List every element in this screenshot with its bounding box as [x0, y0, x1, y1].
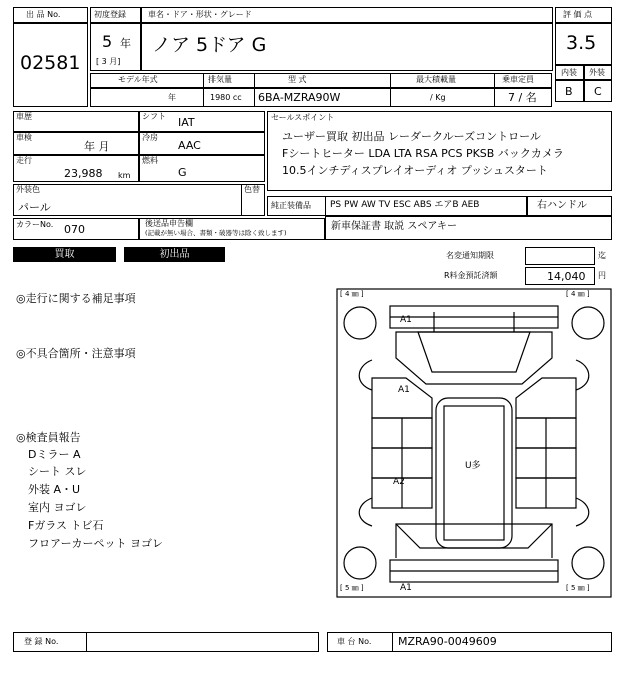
- purchase-tag: 買取: [13, 247, 116, 262]
- aftermarket-label: 後送品申告欄: [145, 219, 193, 228]
- damage-mark: U多: [465, 461, 481, 471]
- transfer-deadline-label: 名変通知期限: [446, 251, 494, 260]
- recycle-fee-label: R料金預託済額: [444, 271, 498, 280]
- first-reg-label: 初度登録: [94, 10, 126, 19]
- equipment-label: 純正装備品: [271, 201, 311, 210]
- inspector-line: Dミラー A: [28, 448, 81, 461]
- docs-value: 新車保証書 取説 スペアキー: [331, 221, 457, 232]
- displacement-label: 排気量: [208, 75, 232, 84]
- type-label: 型 式: [288, 75, 307, 84]
- inspector-line: 外装 A・U: [28, 483, 81, 496]
- chassis-no-label: 車 台 No.: [337, 637, 372, 646]
- color-no-value: 070: [64, 223, 85, 236]
- divider: [86, 632, 87, 652]
- maxload-label: 最大積載量: [416, 75, 456, 84]
- capacity-value: 7 / 名: [508, 91, 537, 104]
- model-labels-box: [90, 73, 552, 88]
- inspector-line: シート スレ: [28, 465, 87, 478]
- first-listing-tag: 初出品: [124, 247, 225, 262]
- mileage-value: 23,988: [64, 167, 103, 180]
- repaint-label: 色替: [244, 185, 260, 194]
- tire-depth-front-right: [ 4 ㎜ ]: [566, 290, 590, 298]
- reg-no-label: 登 録 No.: [24, 637, 59, 646]
- first-reg-month: [ 3 月]: [96, 57, 121, 66]
- transfer-deadline-unit: 迄: [598, 251, 606, 260]
- history-label: 車歴: [16, 112, 32, 121]
- sales-point-line: ユーザー買取 初出品 レーダークルーズコントロール: [282, 130, 541, 143]
- shift-label: シフト: [142, 112, 166, 121]
- divider: [325, 196, 326, 216]
- eval-label: 評 価 点: [563, 10, 593, 19]
- mileage-unit: km: [118, 171, 131, 180]
- shaken-value: 年 月: [84, 140, 110, 153]
- divider: [203, 73, 204, 107]
- first-reg-year-unit: 年: [120, 37, 131, 50]
- transfer-deadline-box: [525, 247, 595, 265]
- maxload-value: / Kg: [430, 93, 446, 102]
- car-condition-diagram: [336, 288, 612, 598]
- divider: [254, 73, 255, 107]
- sales-point-line: 10.5インチディスプレイオーディオ プッシュスタート: [282, 164, 548, 177]
- interior-grade: B: [565, 85, 573, 98]
- displacement-value: 1980 cc: [210, 93, 242, 102]
- recycle-fee-value: 14,040: [547, 270, 586, 283]
- tire-depth-rear-left: [ 5 ㎜ ]: [340, 584, 364, 592]
- drive-value: 右ハンドル: [537, 200, 587, 211]
- reg-no-box: [13, 632, 319, 652]
- damage-mark: A1: [400, 583, 412, 593]
- tire-depth-front-left: [ 4 ㎜ ]: [340, 290, 364, 298]
- chassis-no-value: MZRA90-0049609: [398, 635, 497, 648]
- ac-label: 冷房: [142, 133, 158, 142]
- aftermarket-note: (記載が無い場合、書類・破器等は除く致します): [145, 229, 287, 237]
- car-label: 車名・ドア・形状・グレード: [148, 10, 252, 19]
- damage-mark: A1: [400, 315, 412, 325]
- inspector-line: フロアーカーペット ヨゴレ: [28, 537, 163, 550]
- damage-mark: A1: [398, 385, 410, 395]
- sales-points-label: セールスポイント: [271, 113, 335, 122]
- recycle-fee-unit: 円: [598, 271, 606, 280]
- exterior-label: 外装: [589, 68, 605, 77]
- color-label: 外装色: [16, 185, 40, 194]
- divider: [241, 184, 242, 216]
- lot-label: 出 品 No.: [26, 10, 61, 19]
- model-year-label: モデル年式: [118, 75, 158, 84]
- defect-notes-label: ◎不具合箇所・注意事項: [16, 347, 136, 360]
- damage-mark: A2: [393, 477, 405, 487]
- type-value: 6BA-MZRA90W: [258, 91, 341, 104]
- divider: [390, 73, 391, 107]
- color-value: パール: [18, 201, 51, 214]
- divider: [494, 73, 495, 107]
- capacity-label: 乗車定員: [502, 75, 534, 84]
- driving-notes-label: ◎走行に関する補足事項: [16, 292, 136, 305]
- exterior-grade: C: [594, 85, 602, 98]
- shaken-label: 車検: [16, 133, 32, 142]
- fuel-label: 燃料: [142, 156, 158, 165]
- equipment-value: PS PW AW TV ESC ABS エアB AEB: [330, 200, 480, 210]
- mileage-label: 走行: [16, 156, 32, 165]
- inspector-line: Fガラス トビ石: [28, 519, 104, 532]
- divider: [392, 632, 393, 652]
- car-name: ノア 5ドア G: [152, 34, 267, 56]
- tire-depth-rear-right: [ 5 ㎜ ]: [566, 584, 590, 592]
- ac-value: AAC: [178, 139, 201, 152]
- inspector-line: 室内 ヨゴレ: [28, 501, 87, 514]
- fuel-value: G: [178, 166, 187, 179]
- interior-label: 内装: [561, 68, 577, 77]
- eval-score: 3.5: [566, 32, 597, 54]
- sales-point-line: Fシートヒーター LDA LTA RSA PCS PKSB バックカメラ: [282, 147, 564, 160]
- inspector-report-label: ◎検査員報告: [16, 431, 81, 444]
- shift-value: IAT: [178, 116, 195, 129]
- lot-number: 02581: [20, 52, 81, 74]
- color-box: [13, 184, 265, 216]
- first-reg-year: 5: [102, 32, 113, 51]
- model-year-value: 年: [168, 93, 176, 102]
- color-no-label: カラーNo.: [16, 220, 54, 229]
